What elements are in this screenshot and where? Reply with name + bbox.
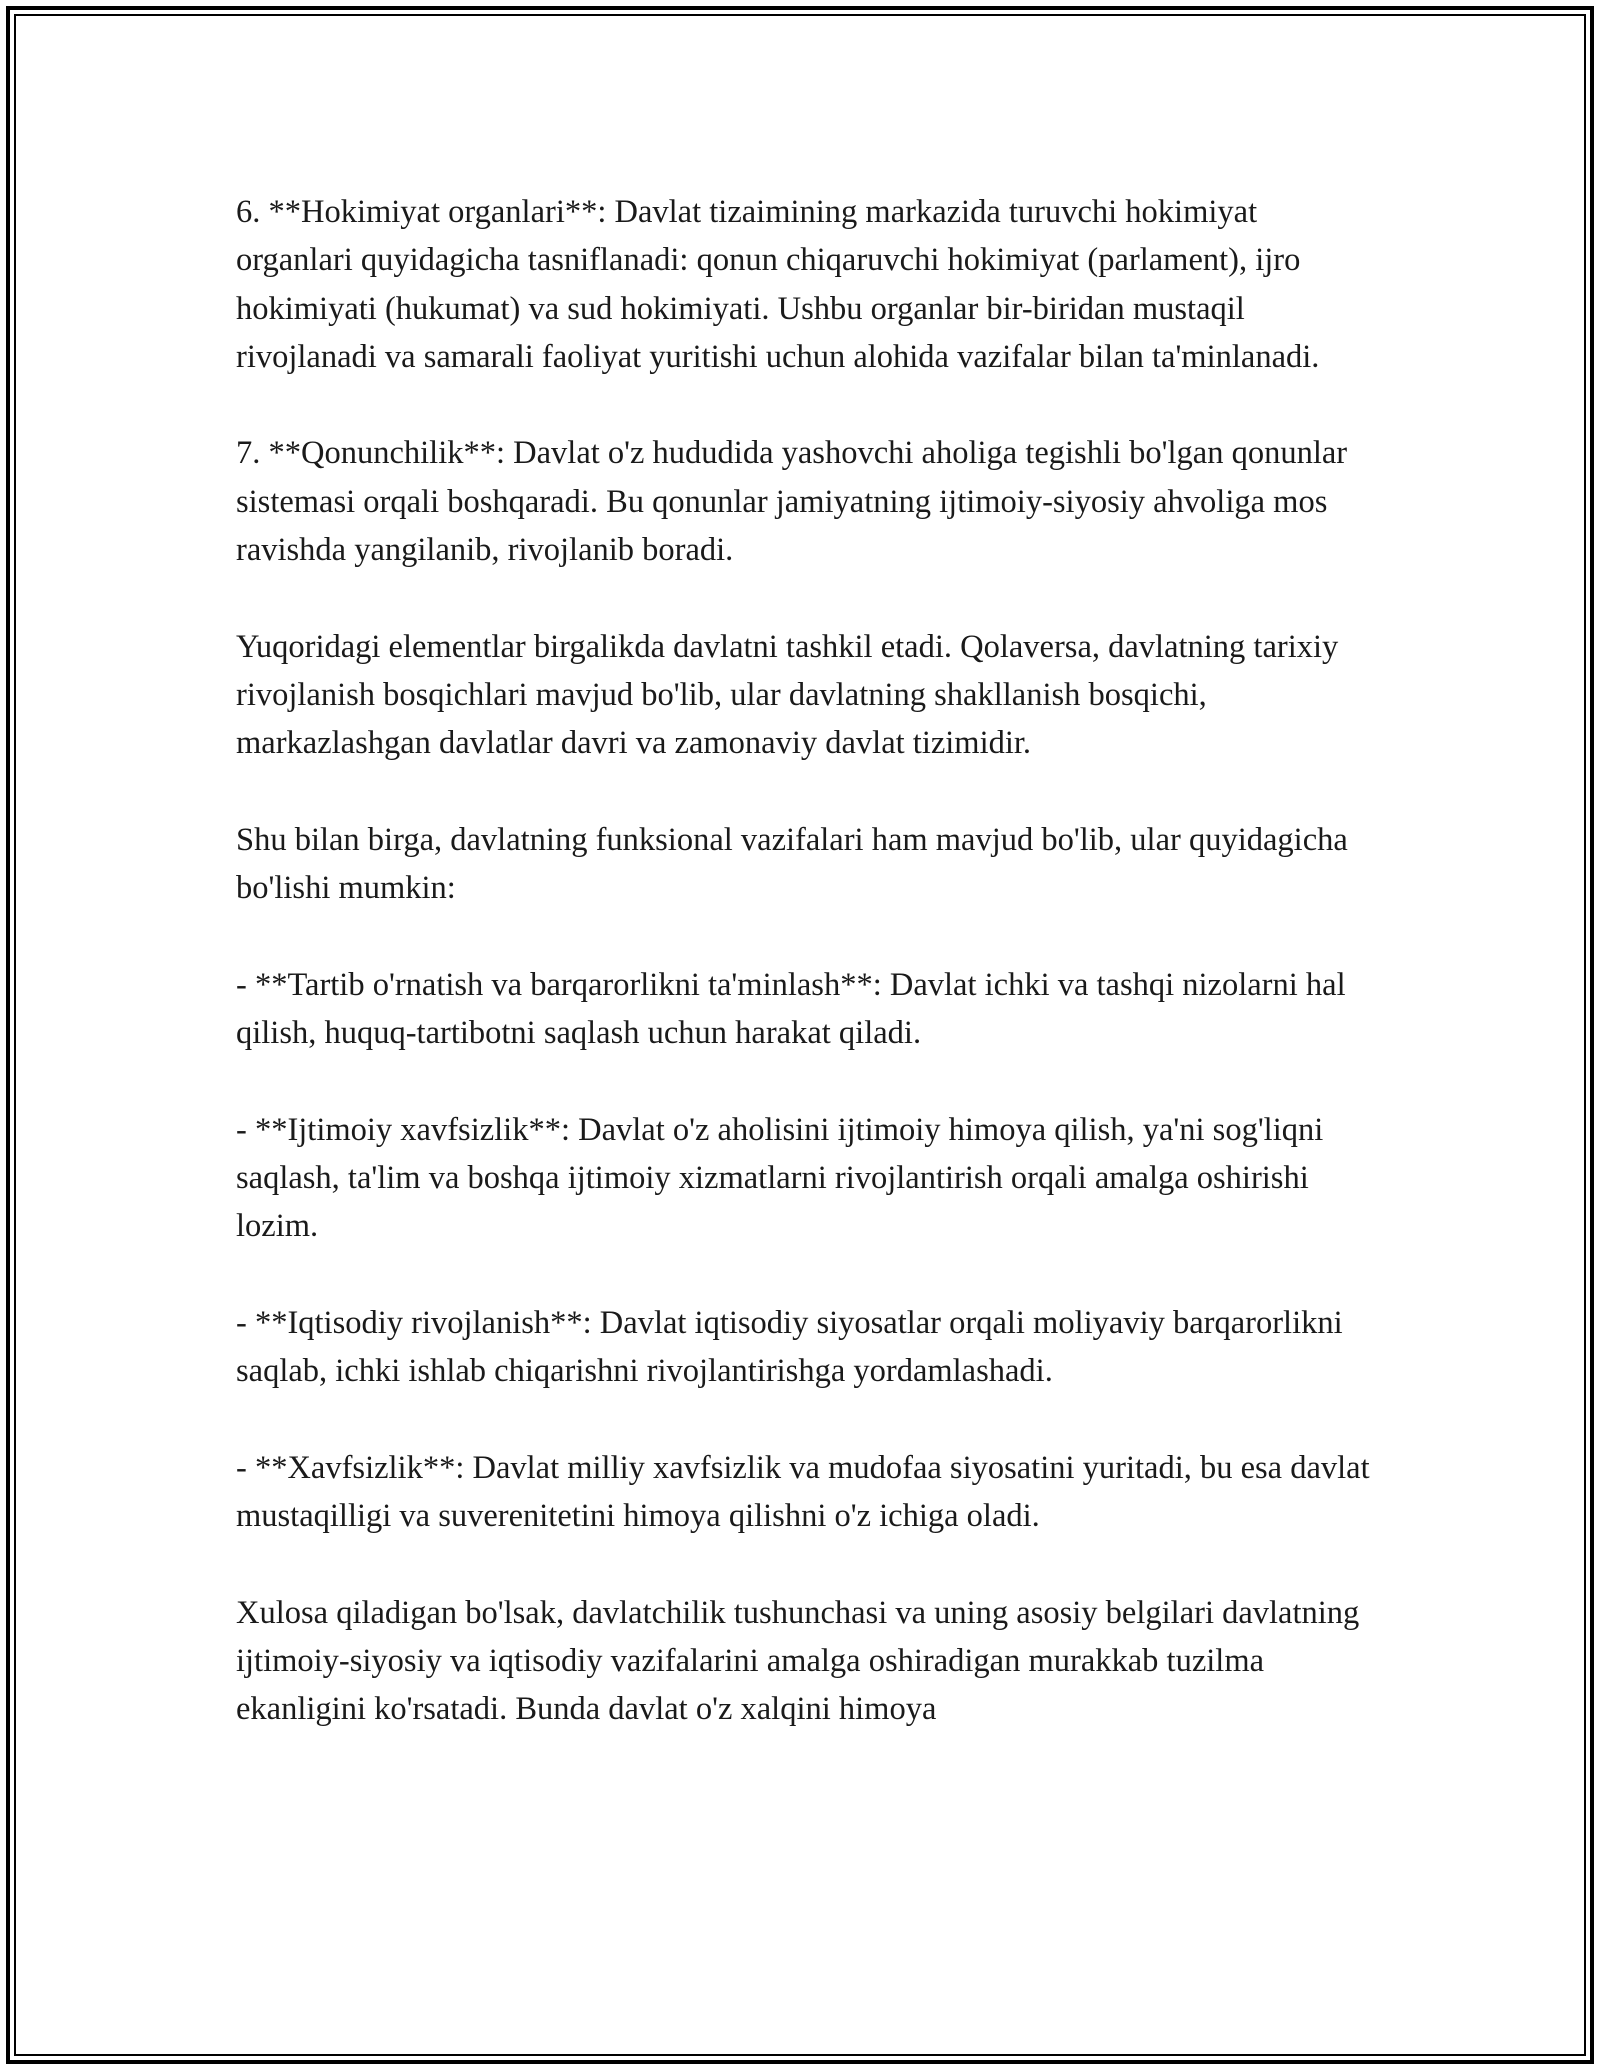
paragraph-funksional-vazifalar: Shu bilan birga, davlatning funksional vazifalari ham mavjud bo'lib, ular quyidagicha bo'lishi mumkin: xyxy=(236,821,1348,907)
paragraph-elementlar: Yuqoridagi elementlar birgalikda davlatni tashkil etadi. Qolaversa, davlatning tarixiy rivojlanish bosqichlari mavjud bo'lib, ular davlatning shakllanish bosqichi, markazlashgan davlatlar davri va zamonaviy davlat tizimidir. xyxy=(236,628,1339,762)
paragraph-hokimiyat-organlari: 6. **Hokimiyat organlari**: Davlat tizaimining markazida turuvchi hokimiyat organlari quyidagicha tasniflanadi: qonun chiqaruvchi hokimiyat (parlament), ijro hokimiyati (hukumat) va sud hokimiyati. Ushbu organlar bir-biridan mustaqil rivojlanadi va samarali faoliyat yuritishi uchun alohida vazifalar bilan ta'minlanadi. xyxy=(236,194,1320,375)
paragraph-xulosa: Xulosa qiladigan bo'lsak, davlatchilik tushunchasi va uning asosiy belgilari davlatning ijtimoiy-siyosiy va iqtisodiy vazifalarini amalga oshiradigan murakkab tuzilma ekanligini ko'rsatadi. Bunda davlat o'z xalqini himoya xyxy=(236,1594,1360,1728)
paragraph-qonunchilik: 7. **Qonunchilik**: Davlat o'z hududida yashovchi aholiga tegishli bo'lgan qonunlar sistemasi orqali boshqaradi. Bu qonunlar jamiyatning ijtimoiy-siyosiy ahvoliga mos ravishda yangilanib, rivojlanib boradi. xyxy=(236,435,1348,569)
list-item-iqtisodiy-rivojlanish: - **Iqtisodiy rivojlanish**: Davlat iqtisodiy siyosatlar orqali moliyaviy barqarorlikni saqlab, ichki ishlab chiqarishni rivojlantirishga yordamlashadi. xyxy=(236,1304,1343,1390)
list-item-ijtimoiy-xavfsizlik: - **Ijtimoiy xavfsizlik**: Davlat o'z aholisini ijtimoiy himoya qilish, ya'ni sog'liqni saqlash, ta'lim va boshqa ijtimoiy xizmatlarni rivojlantirish orqali amalga oshirishi lozim. xyxy=(236,1111,1324,1245)
document-body xyxy=(236,188,1376,1734)
list-item-tartib: - **Tartib o'rnatish va barqarorlikni ta'minlash**: Davlat ichki va tashqi nizolarni hal qilish, huquq-tartibotni saqlash uchun harakat qiladi. xyxy=(236,966,1346,1052)
list-item-xavfsizlik: - **Xavfsizlik**: Davlat milliy xavfsizlik va mudofaa siyosatini yuritadi, bu esa davlat mustaqilligi va suverenitetini himoya qilishni o'z ichiga oladi. xyxy=(236,1449,1370,1535)
